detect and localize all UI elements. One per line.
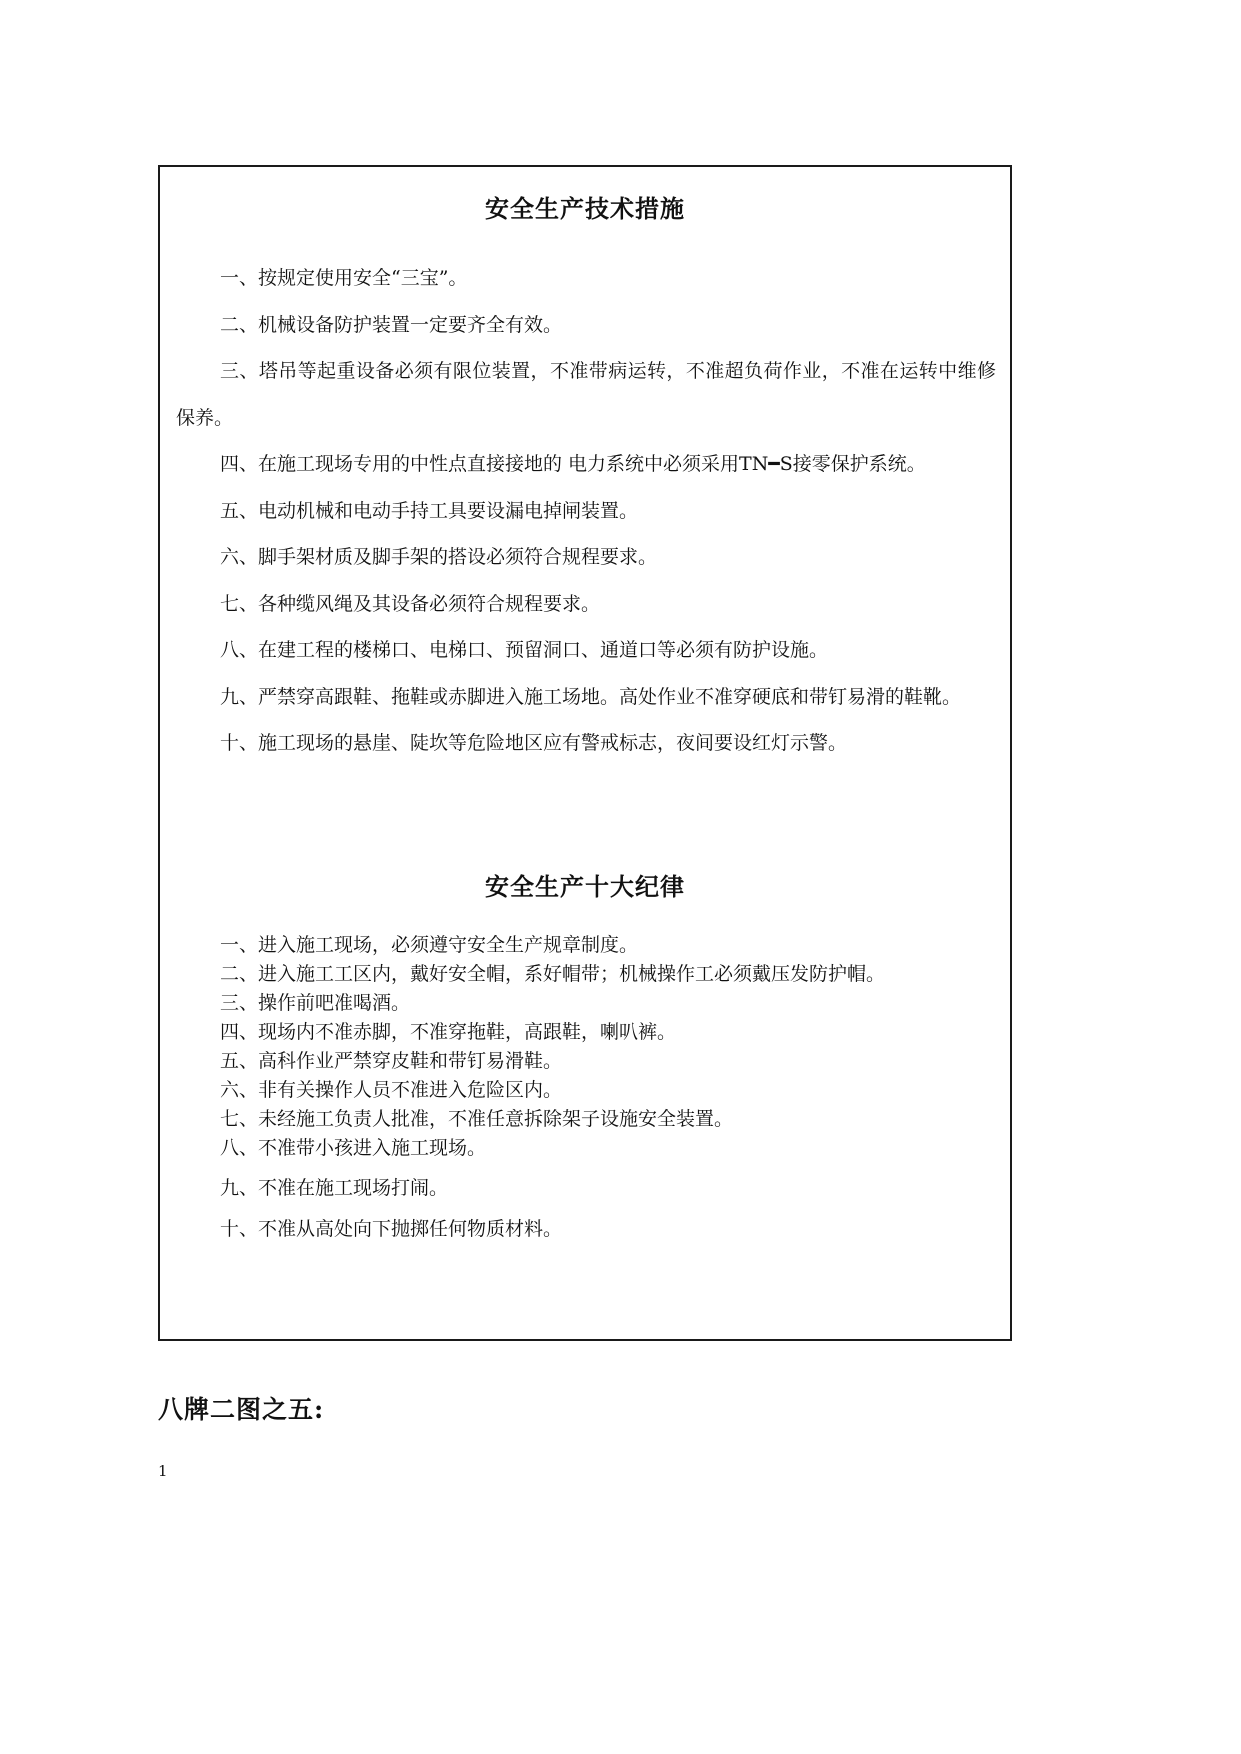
list-item: 六、脚手架材质及脚手架的搭设必须符合规程要求。	[220, 546, 658, 568]
list-item: 五、高科作业严禁穿皮鞋和带钉易滑鞋。	[220, 1050, 563, 1072]
list-item: 二、进入施工工区内，戴好安全帽，系好帽带；机械操作工必须戴压发防护帽。	[220, 963, 886, 985]
notice-board-frame	[158, 165, 1012, 1341]
list-item: 三、塔吊等起重设备必须有限位装置，不准带病运转，不准超负荷作业，不准在运转中维修保养。	[176, 360, 996, 429]
list-item: 四、在施工现场专用的中性点直接接地的 电力系统中必须采用TN━S接零保护系统。	[220, 453, 926, 475]
list-item: 八、在建工程的楼梯口、电梯口、预留洞口、通道口等必须有防护设施。	[220, 639, 829, 661]
list-item: 四、现场内不准赤脚，不准穿拖鞋，高跟鞋，喇叭裤。	[220, 1021, 677, 1043]
page-number: 1	[158, 1462, 168, 1480]
section-title-safety-rules: 安全生产十大纪律	[485, 872, 685, 901]
list-item: 十、施工现场的悬崖、陡坎等危险地区应有警戒标志，夜间要设红灯示警。	[220, 732, 848, 754]
technical-measures-list	[176, 255, 996, 767]
list-item: 一、按规定使用安全“三宝”。	[220, 267, 468, 289]
section-title-technical-measures: 安全生产技术措施	[485, 194, 685, 223]
list-item: 七、各种缆风绳及其设备必须符合规程要求。	[220, 592, 601, 615]
footer-heading: 八牌二图之五:	[158, 1395, 325, 1424]
list-item: 二、机械设备防护装置一定要齐全有效。	[220, 313, 563, 336]
list-item: 九、不准在施工现场打闹。	[220, 1177, 449, 1199]
list-item: 三、操作前吧准喝酒。	[220, 992, 411, 1014]
list-item: 七、未经施工负责人批准，不准任意拆除架子设施安全装置。	[220, 1108, 734, 1130]
list-item: 九、严禁穿高跟鞋、拖鞋或赤脚进入施工场地。高处作业不准穿硬底和带钉易滑的鞋靴。	[220, 685, 962, 708]
safety-rules-list	[220, 931, 996, 1245]
list-item: 一、进入施工现场，必须遵守安全生产规章制度。	[220, 934, 639, 956]
list-item: 六、非有关操作人员不准进入危险区内。	[220, 1079, 563, 1101]
list-item: 十、不准从高处向下抛掷任何物质材料。	[220, 1218, 563, 1240]
list-item: 五、电动机械和电动手持工具要设漏电掉闸装置。	[220, 499, 639, 522]
list-item: 八、不准带小孩进入施工现场。	[220, 1137, 487, 1159]
